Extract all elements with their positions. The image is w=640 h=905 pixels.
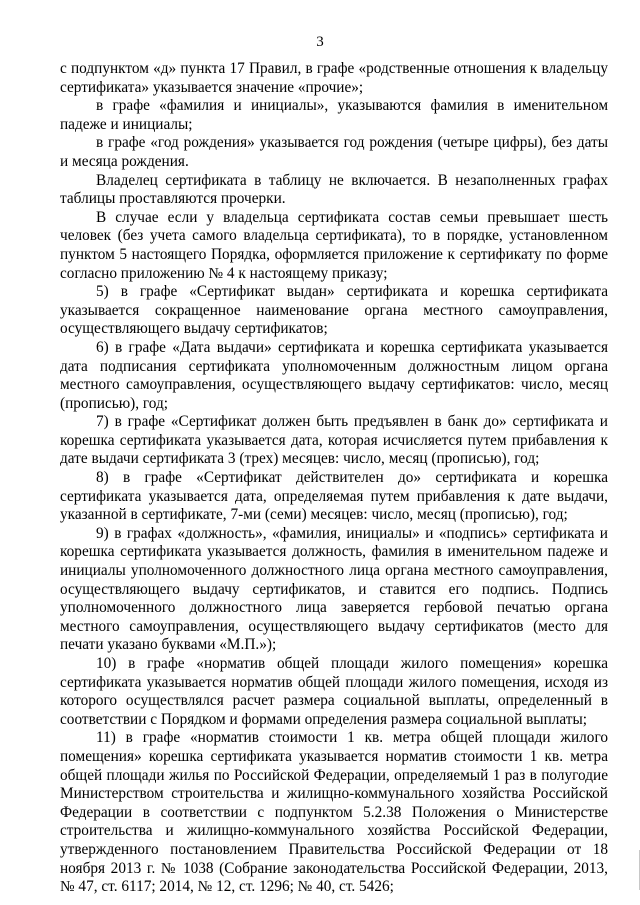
document-body (60, 60, 608, 897)
paragraph-item-9: 9) в графах «должность», «фамилия, инициалы» и «подпись» сертификата и корешка сертификата указывается должность, фамилия в именительном падеже и инициалы уполномоченного должностного лица органа местного самоуправления, осуществляющего выдачу сертификатов, и ставится его подпись. Подпись уполномоченного должностного лица заверяется гербовой печатью органа местного самоуправления, осуществляющего выдачу сертификатов (место для печати указано буквами «М.П.»); (60, 524, 608, 654)
paragraph-full-name-column: в графе «фамилия и инициалы», указываются фамилия в именительном падеже и инициалы; (60, 97, 608, 133)
paragraph-item-5: 5) в графе «Сертификат выдан» сертификата и корешка сертификата указывается сокращенное наименование органа местного самоуправления, осуществляющего выдачу сертификатов; (60, 283, 608, 338)
paragraph-item-6: 6) в графе «Дата выдачи» сертификата и корешка сертификата указывается дата подписания сертификата уполномоченным должностным лицом органа местного самоуправления, осуществляющего выдачу сертификатов: число, месяц (прописью), год; (60, 338, 608, 412)
paragraph-continuation: с подпунктом «д» пункта 17 Правил, в графе «родственные отношения к владельцу сертификата» указывается значение «прочие»; (60, 60, 608, 96)
paragraph-family-exceeds-six: В случае если у владельца сертификата состав семьи превышает шесть человек (без учета самого владельца сертификата), то в порядке, установленном пунктом 5 настоящего Порядка, оформляется приложение к сертификату по форме согласно приложению № 4 к настоящему приказу; (60, 208, 608, 282)
paragraph-birth-year-column: в графе «год рождения» указывается год рождения (четыре цифры), без даты и месяца рождения. (60, 134, 608, 170)
paragraph-item-11: 11) в графе «норматив стоимости 1 кв. метра общей площади жилого помещения» корешка сертификата указывается норматив стоимости 1 кв. метра общей площади жилья по Российской Федерации, определяемый 1 раз в полугодие Министерством строительства и жилищно-коммунального хозяйства Российской Федерации в соответствии с подпунктом 5.2.38 Положения о Министерстве строительства и жилищно-коммунального хозяйства Российской Федерации, утвержденного постановлением Правительства Российской Федерации от 18 ноября 2013 г. № 1038 (Собрание законодательства Российской Федерации, 2013, № 47, ст. 6117; 2014, № 12, ст. 1296; № 40, ст. 5426; (60, 729, 608, 896)
page-number: 3 (316, 34, 324, 50)
paragraph-owner-not-included: Владелец сертификата в таблицу не включается. В незаполненных графах таблицы проставляются прочерки. (60, 171, 608, 208)
paragraph-item-10: 10) в графе «норматив общей площади жилого помещения» корешка сертификата указывается норматив общей площади жилого помещения, исходя из которого осуществлялся расчет размера социальной выплаты, определенный в соответствии с Порядком и формами определения размера социальной выплаты; (60, 655, 608, 728)
paragraph-item-7: 7) в графе «Сертификат должен быть предъявлен в банк до» сертификата и корешка сертификата указывается дата, которая исчисляется путем прибавления к дате выдачи сертификата 3 (трех) месяцев: число, месяц (прописью), год; (60, 413, 608, 468)
paragraph-item-8: 8) в графе «Сертификат действителен до» сертификата и корешка сертификата указывается дата, определяемая путем прибавления к дате выдачи, указанной в сертификате, 7-ми (семи) месяцев: число, месяц (прописью), год; (60, 469, 608, 524)
